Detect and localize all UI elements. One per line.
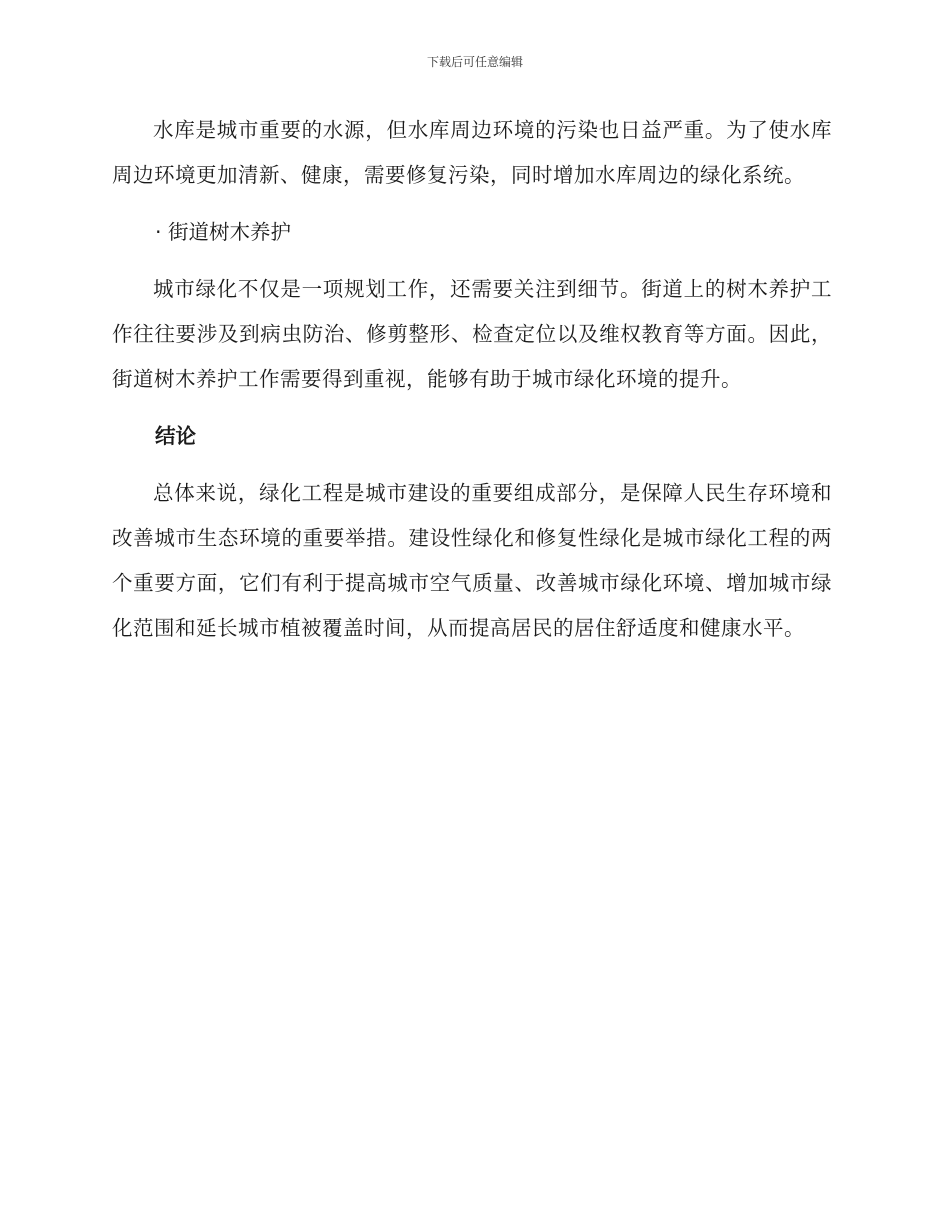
document-body xyxy=(112,108,832,651)
paragraph-reservoir: 水库是城市重要的水源，但水库周边环境的污染也日益严重。为了使水库周边环境更加清新、健康，需要修复污染，同时增加水库周边的绿化系统。 xyxy=(112,118,832,187)
spacer xyxy=(112,459,832,471)
spacer xyxy=(112,255,832,267)
section-heading-conclusion: 结论 xyxy=(155,424,196,448)
header-note: 下载后可任意编辑 xyxy=(426,55,523,69)
paragraph-conclusion: 总体来说，绿化工程是城市建设的重要组成部分，是保障人民生存环境和改善城市生态环境的重要举措。建设性绿化和修复性绿化是城市绿化工程的两个重要方面，它们有利于提高城市空气质量、改善城市绿化环境、增加城市绿化范围和延长城市植被覆盖时间，从而提高居民的居住舒适度和健康水平。 xyxy=(112,481,832,640)
paragraph-street-trees: 城市绿化不仅是一项规划工作，还需要关注到细节。街道上的树木养护工作往往要涉及到病虫防治、修剪整形、检查定位以及维权教育等方面。因此，街道树木养护工作需要得到重视，能够有助于城市绿化环境的提升。 xyxy=(112,277,832,391)
spacer xyxy=(112,402,832,414)
spacer xyxy=(112,198,832,210)
bullet-street-trees: · 街道树木养护 xyxy=(155,220,292,244)
